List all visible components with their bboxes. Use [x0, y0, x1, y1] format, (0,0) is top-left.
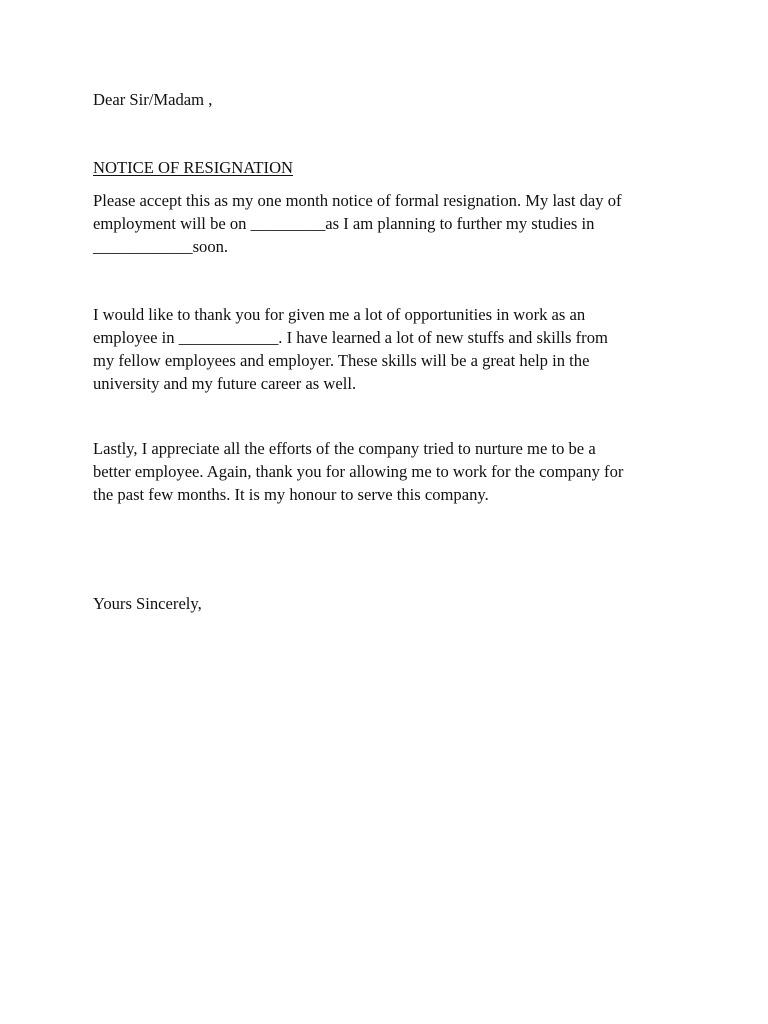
paragraph-line: employee in ____________. I have learned a lot of new stuffs and skills from — [93, 328, 608, 347]
salutation: Dear Sir/Madam , — [93, 90, 213, 109]
paragraph-line: employment will be on _________as I am planning to further my studies in — [93, 214, 595, 233]
paragraph-line: better employee. Again, thank you for allowing me to work for the company for — [93, 462, 624, 481]
letter-heading: NOTICE OF RESIGNATION — [93, 158, 294, 177]
closing: Yours Sincerely, — [93, 594, 202, 613]
paragraph-line: ____________soon. — [93, 237, 229, 256]
paragraph-line: the past few months. It is my honour to serve this company. — [93, 485, 489, 504]
paragraph-line: university and my future career as well. — [93, 374, 357, 393]
paragraph-thanks — [93, 303, 693, 395]
paragraph-line: Please accept this as my one month notice of formal resignation. My last day of — [93, 191, 622, 210]
paragraph-appreciation — [93, 437, 693, 506]
paragraph-line: I would like to thank you for given me a lot of opportunities in work as an — [93, 305, 586, 324]
paragraph-notice — [93, 189, 693, 258]
paragraph-line: Lastly, I appreciate all the efforts of the company tried to nurture me to be a — [93, 439, 596, 458]
paragraph-line: my fellow employees and employer. These skills will be a great help in the — [93, 351, 590, 370]
